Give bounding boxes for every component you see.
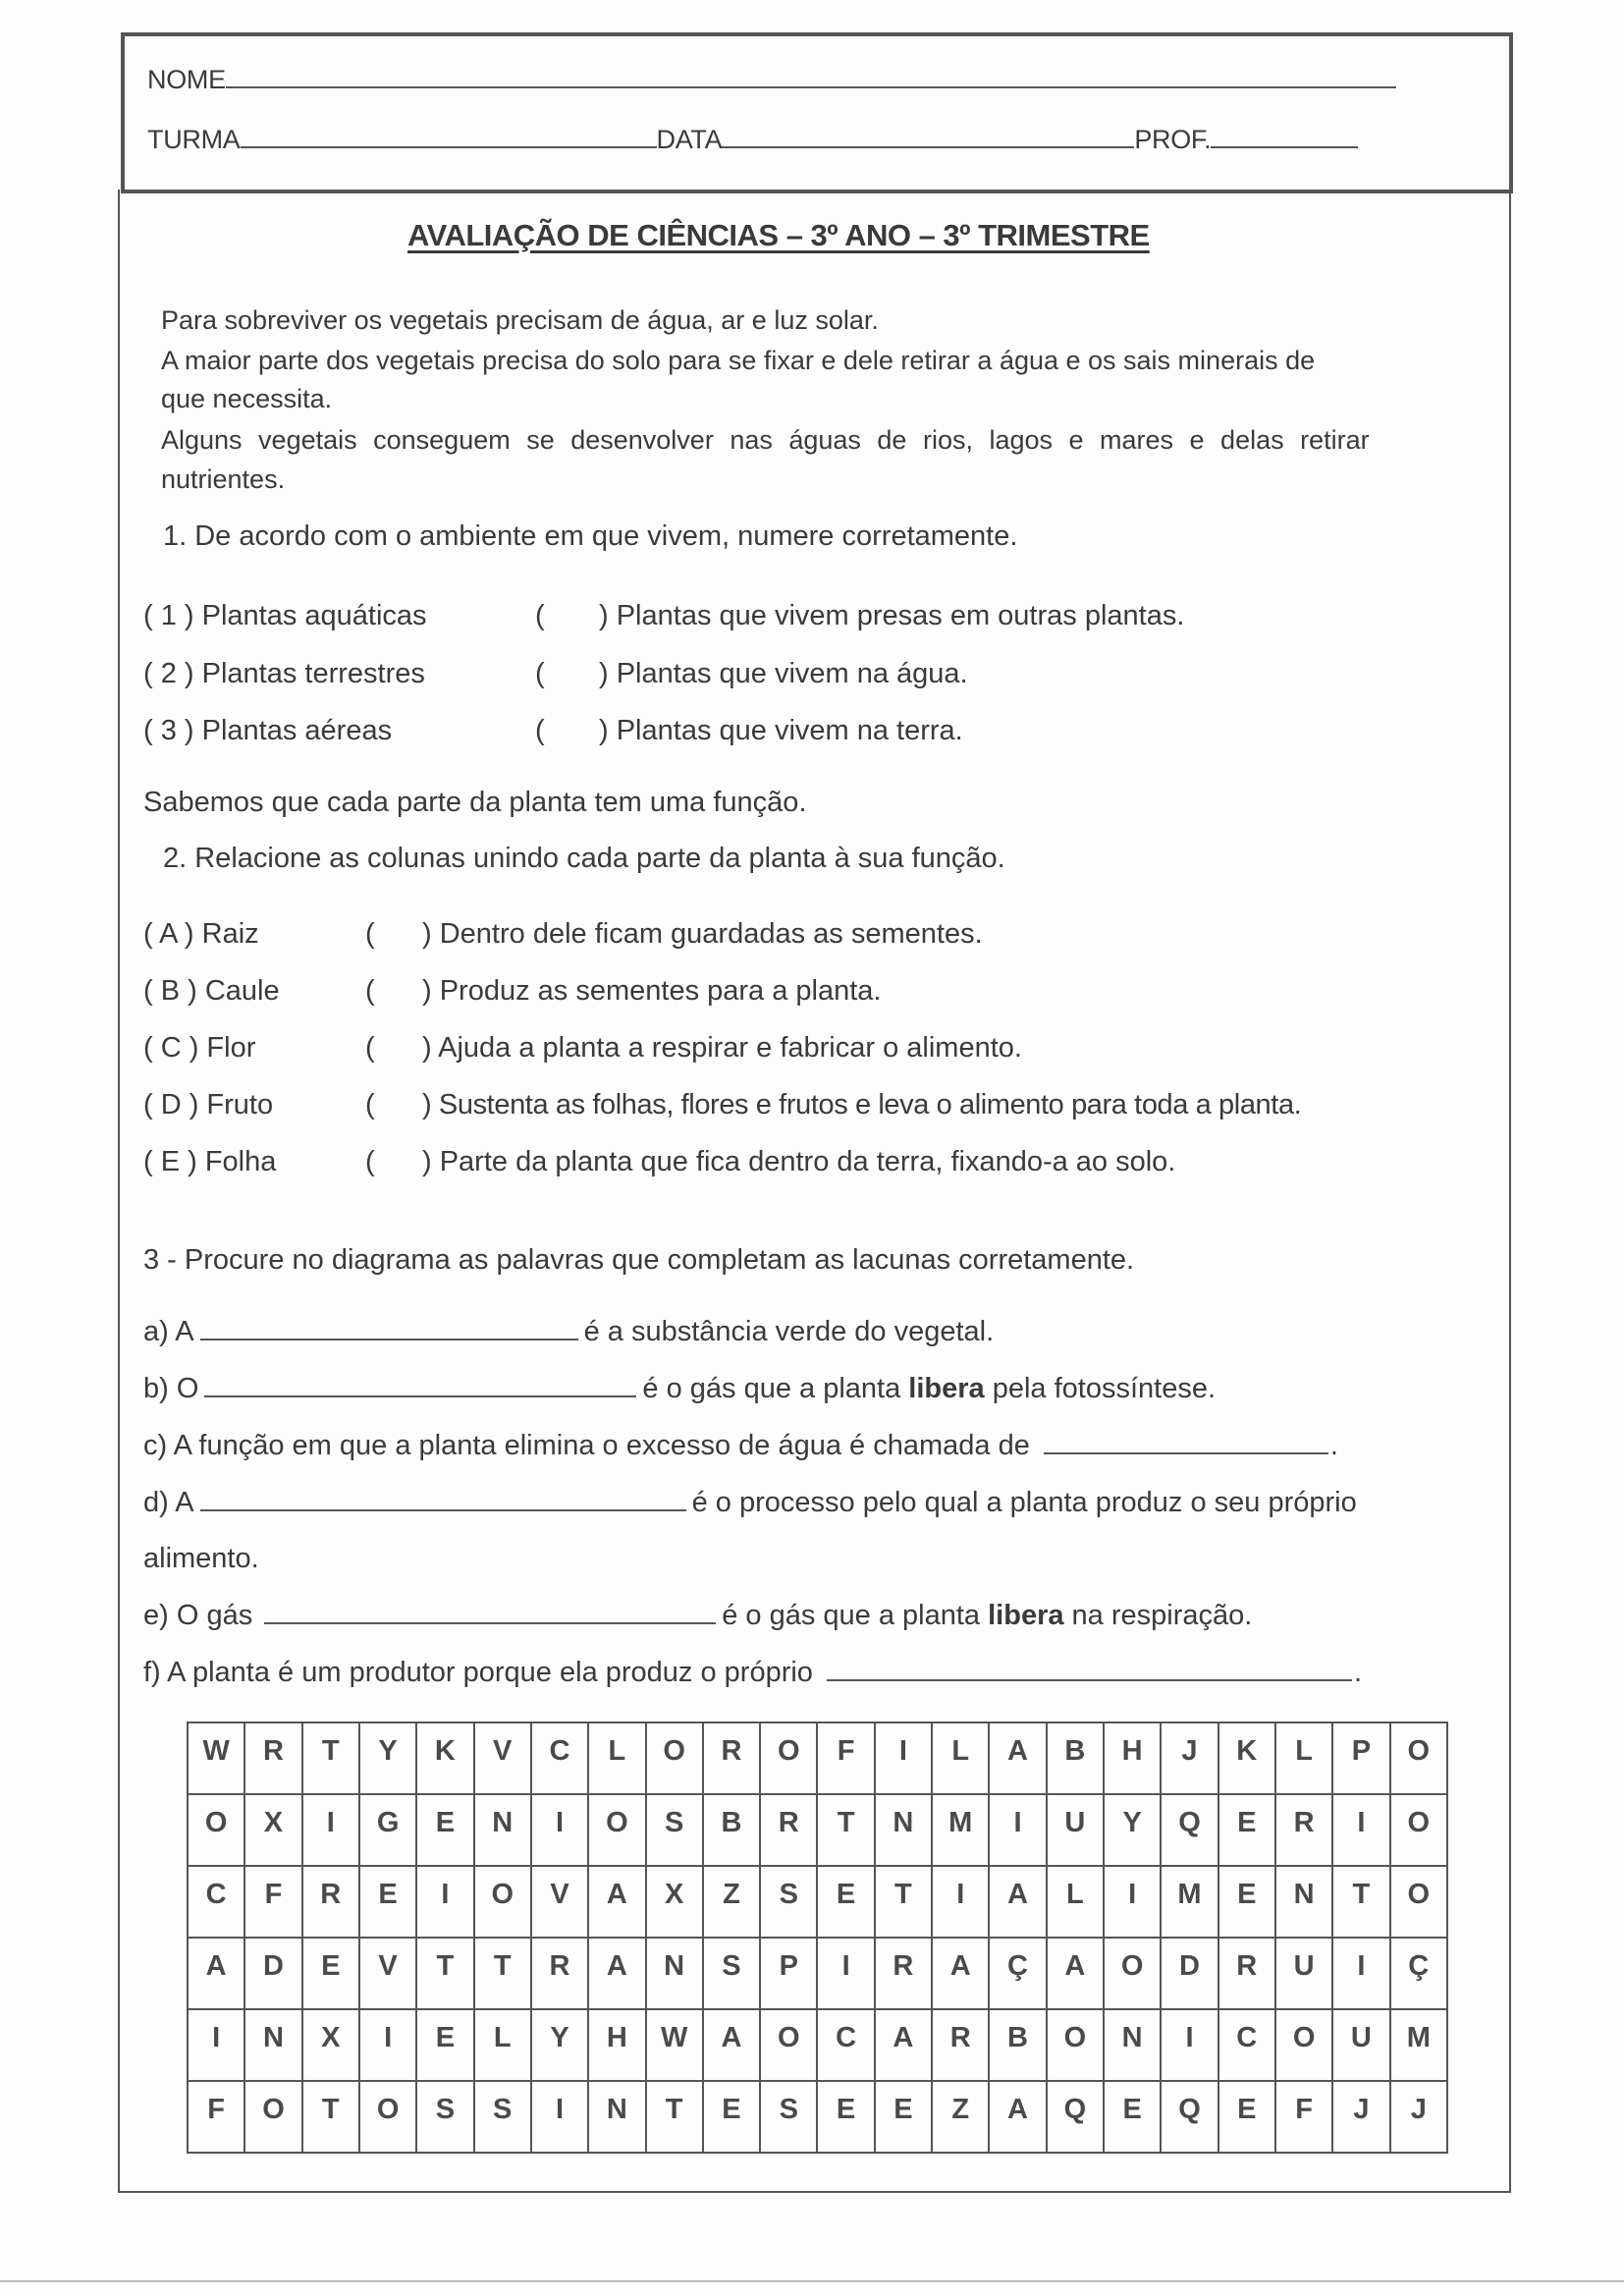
grid-cell[interactable]: Ç (1390, 1938, 1447, 2009)
grid-cell[interactable]: Q (1161, 2081, 1218, 2153)
scan-edge-line (0, 2280, 1624, 2282)
grid-cell[interactable]: W (646, 2009, 703, 2081)
intro-line-2: A maior parte dos vegetais precisa do solo para se fixar e dele retirar a água e os sais minerais de (161, 346, 1316, 375)
grid-cell[interactable]: A (703, 2009, 760, 2081)
grid-cell[interactable]: J (1161, 1722, 1218, 1794)
grid-cell[interactable]: F (1275, 2081, 1332, 2153)
grid-cell[interactable]: O (760, 1722, 817, 1794)
q2-right-1: ) Dentro dele ficam guardadas as sementes. (422, 918, 983, 950)
grid-cell[interactable]: N (588, 2081, 645, 2153)
grid-cell[interactable]: O (1390, 1794, 1447, 1866)
grid-cell[interactable]: N (646, 1938, 703, 2009)
q3-f-blank[interactable] (827, 1679, 1352, 1681)
grid-cell[interactable]: X (244, 1794, 301, 1866)
q2-right-3: ) Ajuda a planta a respirar e fabricar o alimento. (422, 1032, 1022, 1064)
q3-b-post-1: é o gás que a planta (642, 1373, 909, 1404)
grid-cell[interactable]: T (416, 1938, 473, 2009)
grid-cell[interactable]: F (244, 1866, 301, 1938)
exam-title: AVALIAÇÃO DE CIÊNCIAS – 3º ANO – 3º TRIMESTRE (407, 218, 1150, 252)
grid-cell[interactable]: O (646, 1722, 703, 1794)
grid-cell[interactable]: E (416, 1794, 473, 1866)
word-search-grid (187, 1722, 1448, 2154)
grid-cell[interactable]: E (1104, 2081, 1161, 2153)
grid-cell[interactable]: R (531, 1938, 588, 2009)
grid-cell[interactable]: U (1332, 2009, 1389, 2081)
q3-item-a (143, 1316, 994, 1348)
grid-cell[interactable]: N (875, 1794, 932, 1866)
q1-right-3: ) Plantas que vivem na terra. (599, 715, 963, 746)
grid-cell[interactable]: S (474, 2081, 531, 2153)
grid-cell[interactable]: J (1390, 2081, 1447, 2153)
q3-b-bold: libera (908, 1373, 985, 1404)
grid-cell[interactable]: A (989, 2081, 1046, 2153)
grid-cell[interactable]: E (817, 2081, 874, 2153)
grid-cell[interactable]: D (1161, 1938, 1218, 2009)
grid-cell[interactable]: S (416, 2081, 473, 2153)
grid-cell[interactable]: J (1332, 2081, 1389, 2153)
q1-left-3: ( 3 ) Plantas aéreas (143, 715, 393, 746)
q2-left-3: ( C ) Flor (143, 1032, 256, 1064)
grid-cell[interactable]: R (875, 1938, 932, 2009)
grid-cell[interactable]: M (1390, 2009, 1447, 2081)
q3-e-post-2: na respiração. (1063, 1600, 1253, 1631)
grid-cell[interactable]: L (1047, 1866, 1104, 1938)
grid-cell[interactable]: G (359, 1794, 416, 1866)
grid-cell[interactable]: T (1332, 1866, 1389, 1938)
grid-cell[interactable]: L (588, 1722, 645, 1794)
grid-cell[interactable]: I (817, 1938, 874, 2009)
q3-e-blank[interactable] (264, 1622, 716, 1624)
grid-cell[interactable]: I (531, 2081, 588, 2153)
q3-f-pre: f) A planta é um produtor porque ela produz o próprio (143, 1657, 813, 1688)
q3-prompt: 3 - Procure no diagrama as palavras que completam as lacunas corretamente. (143, 1244, 1135, 1276)
grid-cell[interactable]: I (1104, 1866, 1161, 1938)
grid-cell[interactable]: Q (1047, 2081, 1104, 2153)
grid-cell[interactable]: U (1275, 1938, 1332, 2009)
grid-cell[interactable]: L (1275, 1722, 1332, 1794)
grid-cell[interactable]: A (989, 1866, 1046, 1938)
grid-cell[interactable]: B (703, 1794, 760, 1866)
grid-cell[interactable]: I (1332, 1794, 1389, 1866)
grid-cell[interactable]: R (244, 1722, 301, 1794)
q3-d-blank[interactable] (200, 1509, 686, 1511)
q2-prompt: 2. Relacione as colunas unindo cada parte da planta à sua função. (163, 843, 1005, 874)
q3-e-pre: e) O gás (143, 1600, 253, 1631)
q3-a-blank[interactable] (200, 1339, 578, 1340)
q3-a-post: é a substância verde do vegetal. (583, 1316, 995, 1347)
turma-row (147, 125, 1358, 155)
grid-cell[interactable]: Q (1161, 1794, 1218, 1866)
q3-item-b (143, 1373, 1216, 1405)
grid-cell[interactable]: R (302, 1866, 359, 1938)
grid-cell[interactable]: I (932, 1866, 989, 1938)
grid-cell[interactable]: O (359, 2081, 416, 2153)
grid-cell[interactable]: O (1047, 2009, 1104, 2081)
nome-line[interactable] (226, 86, 1396, 88)
grid-cell[interactable]: B (989, 2009, 1046, 2081)
q2-answer-box-2[interactable]: ( (365, 975, 375, 1007)
grid-cell[interactable]: N (474, 1794, 531, 1866)
q3-c-blank[interactable] (1044, 1452, 1328, 1454)
grid-row (188, 1794, 1447, 1866)
grid-cell[interactable]: D (244, 1938, 301, 2009)
grid-cell[interactable]: E (817, 1866, 874, 1938)
grid-cell[interactable]: U (1047, 1794, 1104, 1866)
grid-cell[interactable]: R (760, 1794, 817, 1866)
grid-cell[interactable]: I (416, 1866, 473, 1938)
grid-cell[interactable]: O (1390, 1722, 1447, 1794)
grid-cell[interactable]: S (646, 1794, 703, 1866)
q1-left-2: ( 2 ) Plantas terrestres (143, 658, 425, 689)
student-info-box (121, 32, 1513, 193)
grid-cell[interactable]: C (188, 1866, 244, 1938)
grid-cell[interactable]: C (531, 1722, 588, 1794)
grid-cell[interactable]: Y (1104, 1794, 1161, 1866)
grid-cell[interactable]: V (359, 1938, 416, 2009)
grid-cell[interactable]: O (588, 1794, 645, 1866)
grid-cell[interactable]: S (760, 1866, 817, 1938)
grid-cell[interactable]: I (359, 2009, 416, 2081)
q3-d-post: é o processo pelo qual a planta produz o seu próprio (691, 1487, 1357, 1518)
grid-cell[interactable]: O (1104, 1938, 1161, 2009)
grid-cell[interactable]: C (817, 2009, 874, 2081)
q2-left-2: ( B ) Caule (143, 975, 280, 1007)
intro-line-3: que necessita. (161, 384, 333, 413)
grid-cell[interactable]: A (588, 1938, 645, 2009)
grid-cell[interactable]: I (531, 1794, 588, 1866)
grid-cell[interactable]: V (474, 1722, 531, 1794)
q3-f-post: . (1353, 1657, 1363, 1688)
grid-cell[interactable]: I (1161, 2009, 1218, 2081)
q1-right-1: ) Plantas que vivem presas em outras plantas. (599, 600, 1185, 631)
q2-left-5: ( E ) Folha (143, 1146, 277, 1177)
intro-line-5: nutrientes. (161, 465, 286, 494)
grid-cell[interactable]: A (1047, 1938, 1104, 2009)
grid-cell[interactable]: R (932, 2009, 989, 2081)
grid-cell[interactable]: R (1218, 1938, 1275, 2009)
q2-right-4: ) Sustenta as folhas, flores e frutos e leva o alimento para toda a planta. (422, 1089, 1302, 1121)
grid-cell[interactable]: P (1332, 1722, 1389, 1794)
grid-row (188, 1866, 1447, 1938)
grid-cell[interactable]: C (1218, 2009, 1275, 2081)
grid-cell[interactable]: T (817, 1794, 874, 1866)
grid-cell[interactable]: F (817, 1722, 874, 1794)
intro-line-1: Para sobreviver os vegetais precisam de água, ar e luz solar. (161, 305, 879, 335)
grid-cell[interactable]: Y (531, 2009, 588, 2081)
q2-answer-box-1[interactable]: ( (365, 918, 375, 950)
nome-field[interactable] (147, 65, 1396, 95)
grid-cell[interactable]: W (188, 1722, 244, 1794)
prof-label: PROF. (1134, 125, 1212, 154)
grid-row (188, 1938, 1447, 2009)
grid-cell[interactable]: L (932, 1722, 989, 1794)
grid-cell[interactable]: F (188, 2081, 244, 2153)
grid-cell[interactable]: T (302, 1722, 359, 1794)
grid-cell[interactable]: R (703, 1722, 760, 1794)
grid-cell[interactable]: O (1275, 2009, 1332, 2081)
grid-cell[interactable]: E (359, 1866, 416, 1938)
q1-answer-box-3[interactable]: ( (535, 715, 545, 746)
grid-cell[interactable]: K (1218, 1722, 1275, 1794)
grid-cell[interactable]: O (244, 2081, 301, 2153)
q2-left-4: ( D ) Fruto (143, 1089, 274, 1121)
grid-cell[interactable]: Y (359, 1722, 416, 1794)
grid-cell[interactable]: I (875, 1722, 932, 1794)
q3-e-post-1: é o gás que a planta (722, 1600, 989, 1631)
grid-cell[interactable]: N (1104, 2009, 1161, 2081)
grid-cell[interactable]: E (1218, 1794, 1275, 1866)
grid-cell[interactable]: R (1275, 1794, 1332, 1866)
grid-cell[interactable]: A (989, 1722, 1046, 1794)
grid-cell[interactable]: A (875, 2009, 932, 2081)
grid-cell[interactable]: X (302, 2009, 359, 2081)
nome-label: NOME (147, 65, 226, 94)
q1-answer-box-2[interactable]: ( (535, 658, 545, 689)
grid-cell[interactable]: O (188, 1794, 244, 1866)
grid-cell[interactable]: X (646, 1866, 703, 1938)
q1-prompt: 1. De acordo com o ambiente em que vivem, numere corretamente. (163, 520, 1018, 552)
grid-cell[interactable]: T (302, 2081, 359, 2153)
intro-line-4: Alguns vegetais conseguem se desenvolver nas águas de rios, lagos e mares e delas retirar (161, 425, 1370, 455)
prof-line[interactable] (1211, 146, 1358, 148)
grid-cell[interactable]: I (188, 2009, 244, 2081)
q3-c-post: . (1329, 1430, 1338, 1461)
grid-cell[interactable]: E (1218, 1866, 1275, 1938)
grid-cell[interactable]: E (302, 1938, 359, 2009)
grid-cell[interactable]: V (531, 1866, 588, 1938)
grid-cell[interactable]: I (302, 1794, 359, 1866)
grid-cell[interactable]: S (760, 2081, 817, 2153)
q2-answer-box-4[interactable]: ( (365, 1089, 375, 1121)
q2-answer-box-3[interactable]: ( (365, 1032, 375, 1064)
grid-cell[interactable]: L (474, 2009, 531, 2081)
q3-b-pre: b) O (143, 1373, 199, 1404)
grid-cell[interactable]: E (703, 2081, 760, 2153)
grid-cell[interactable]: O (760, 2009, 817, 2081)
q2-right-2: ) Produz as sementes para a planta. (422, 975, 882, 1007)
grid-cell[interactable]: M (1161, 1866, 1218, 1938)
grid-cell[interactable]: I (1332, 1938, 1389, 2009)
grid-cell[interactable]: A (588, 1866, 645, 1938)
q3-item-e (143, 1600, 1252, 1632)
grid-cell[interactable]: H (588, 2009, 645, 2081)
grid-cell[interactable]: O (474, 1866, 531, 1938)
grid-cell[interactable]: N (244, 2009, 301, 2081)
grid-cell[interactable]: A (188, 1938, 244, 2009)
q2-right-5: ) Parte da planta que fica dentro da terra, fixando-a ao solo. (422, 1146, 1176, 1177)
grid-cell[interactable]: I (989, 1794, 1046, 1866)
grid-cell[interactable]: K (416, 1722, 473, 1794)
q2-answer-box-5[interactable]: ( (365, 1146, 375, 1177)
q2-lead: Sabemos que cada parte da planta tem uma função. (143, 787, 807, 818)
grid-cell[interactable]: A (932, 1938, 989, 2009)
data-label: DATA (656, 125, 723, 154)
grid-row (188, 2009, 1447, 2081)
grid-cell[interactable]: E (1218, 2081, 1275, 2153)
q3-e-bold: libera (988, 1600, 1064, 1631)
q3-b-post-2: pela fotossíntese. (984, 1373, 1217, 1404)
q3-a-pre: a) A (143, 1316, 194, 1347)
q2-left-1: ( A ) Raiz (143, 918, 259, 950)
q3-c-pre: c) A função em que a planta elimina o excesso de água é chamada de (143, 1430, 1030, 1461)
data-line[interactable] (722, 146, 1134, 148)
q3-item-c (143, 1430, 1338, 1462)
grid-cell[interactable]: T (875, 1866, 932, 1938)
q3-d-continuation: alimento. (143, 1543, 259, 1574)
grid-cell[interactable]: Z (932, 2081, 989, 2153)
q3-b-blank[interactable] (204, 1395, 636, 1397)
grid-cell[interactable]: S (703, 1938, 760, 2009)
turma-label: TURMA (147, 125, 241, 154)
q3-item-d (143, 1487, 1357, 1519)
q1-left-1: ( 1 ) Plantas aquáticas (143, 600, 427, 631)
q1-right-2: ) Plantas que vivem na água. (599, 658, 968, 689)
grid-cell[interactable]: E (875, 2081, 932, 2153)
grid-cell[interactable]: Ç (989, 1938, 1046, 2009)
grid-row (188, 2081, 1447, 2153)
grid-cell[interactable]: T (646, 2081, 703, 2153)
q3-d-pre: d) A (143, 1487, 194, 1518)
grid-cell[interactable]: E (416, 2009, 473, 2081)
grid-cell[interactable]: N (1275, 1866, 1332, 1938)
q3-item-f (143, 1657, 1362, 1689)
grid-cell[interactable]: Z (703, 1866, 760, 1938)
grid-row (188, 1722, 1447, 1794)
grid-cell[interactable]: H (1104, 1722, 1161, 1794)
grid-cell[interactable]: O (1390, 1866, 1447, 1938)
q1-answer-box-1[interactable]: ( (535, 600, 545, 631)
grid-cell[interactable]: T (474, 1938, 531, 2009)
grid-cell[interactable]: B (1047, 1722, 1104, 1794)
turma-line[interactable] (241, 146, 657, 148)
grid-cell[interactable]: M (932, 1794, 989, 1866)
grid-cell[interactable]: P (760, 1938, 817, 2009)
